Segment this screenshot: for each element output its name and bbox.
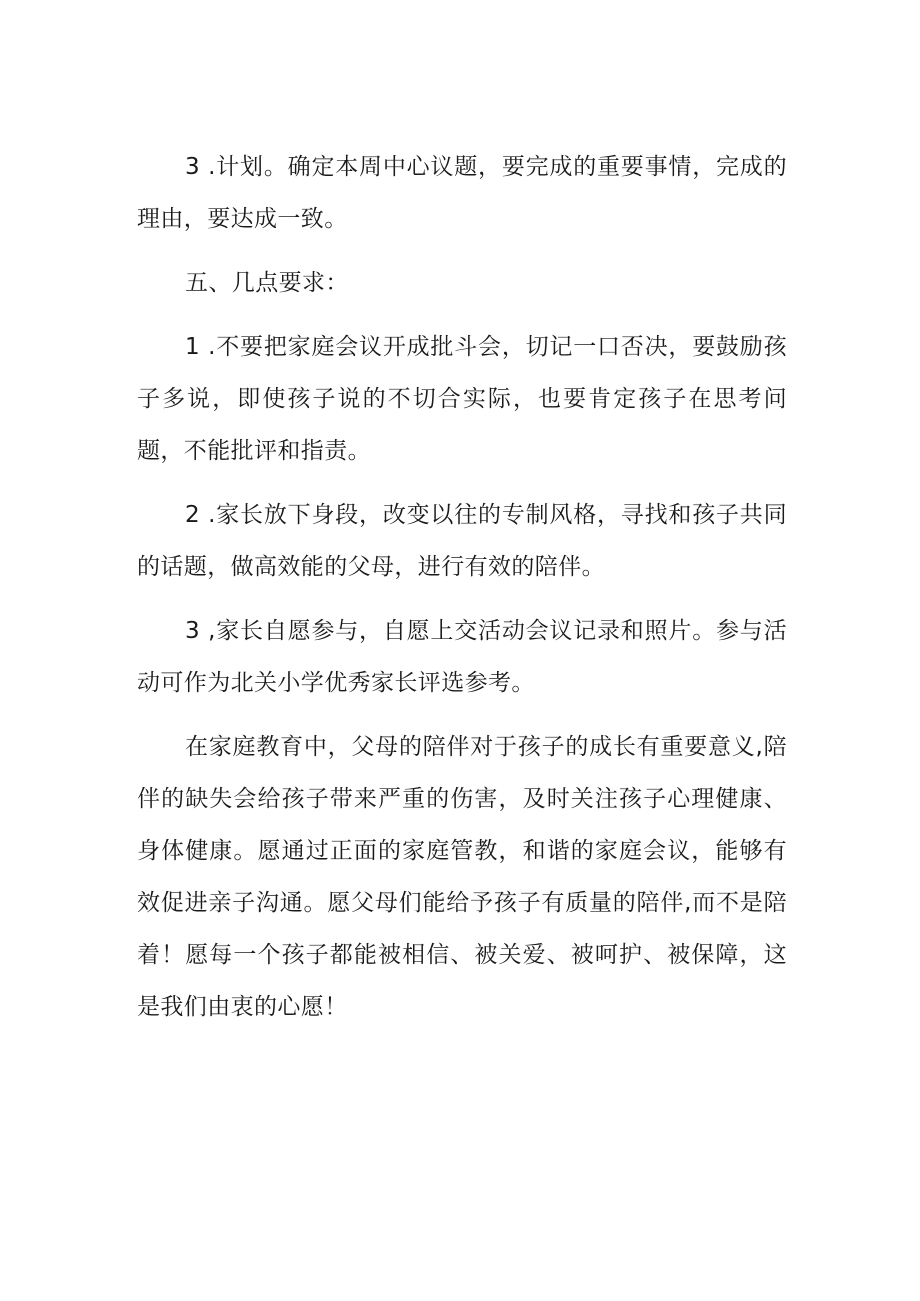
paragraph-plan: 3 .计划。确定本周中心议题，要完成的重要事情，完成的理由，要达成一致。: [137, 154, 787, 232]
paragraph-requirement-1: 1 .不要把家庭会议开成批斗会，切记一口否决，要鼓励孩子多说，即使孩子说的不切合实际，也要肯定孩子在思考问题，不能批评和指责。: [137, 334, 787, 464]
paragraph-conclusion: 在家庭教育中，父母的陪伴对于孩子的成长有重要意义,陪伴的缺失会给孩子带来严重的伤害，及时关注孩子心理健康、身体健康。愿通过正面的家庭管教，和谐的家庭会议，能够有效促进亲子沟通。愿父母们能给予孩子有质量的陪伴,而不是陪着！愿每一个孩子都能被相信、被关爱、被呵护、被保障，这是我们由衷的心愿！: [137, 734, 787, 1020]
section-heading-requirements: 五、几点要求：: [185, 270, 349, 296]
paragraph-requirement-2: 2 .家长放下身段，改变以往的专制风格，寻找和孩子共同的话题，做高效能的父母，进行有效的陪伴。: [137, 502, 787, 580]
document-body: [137, 141, 787, 1033]
paragraph-requirement-3: 3 ,家长自愿参与，自愿上交活动会议记录和照片。参与活动可作为北关小学优秀家长评选参考。: [137, 618, 787, 696]
